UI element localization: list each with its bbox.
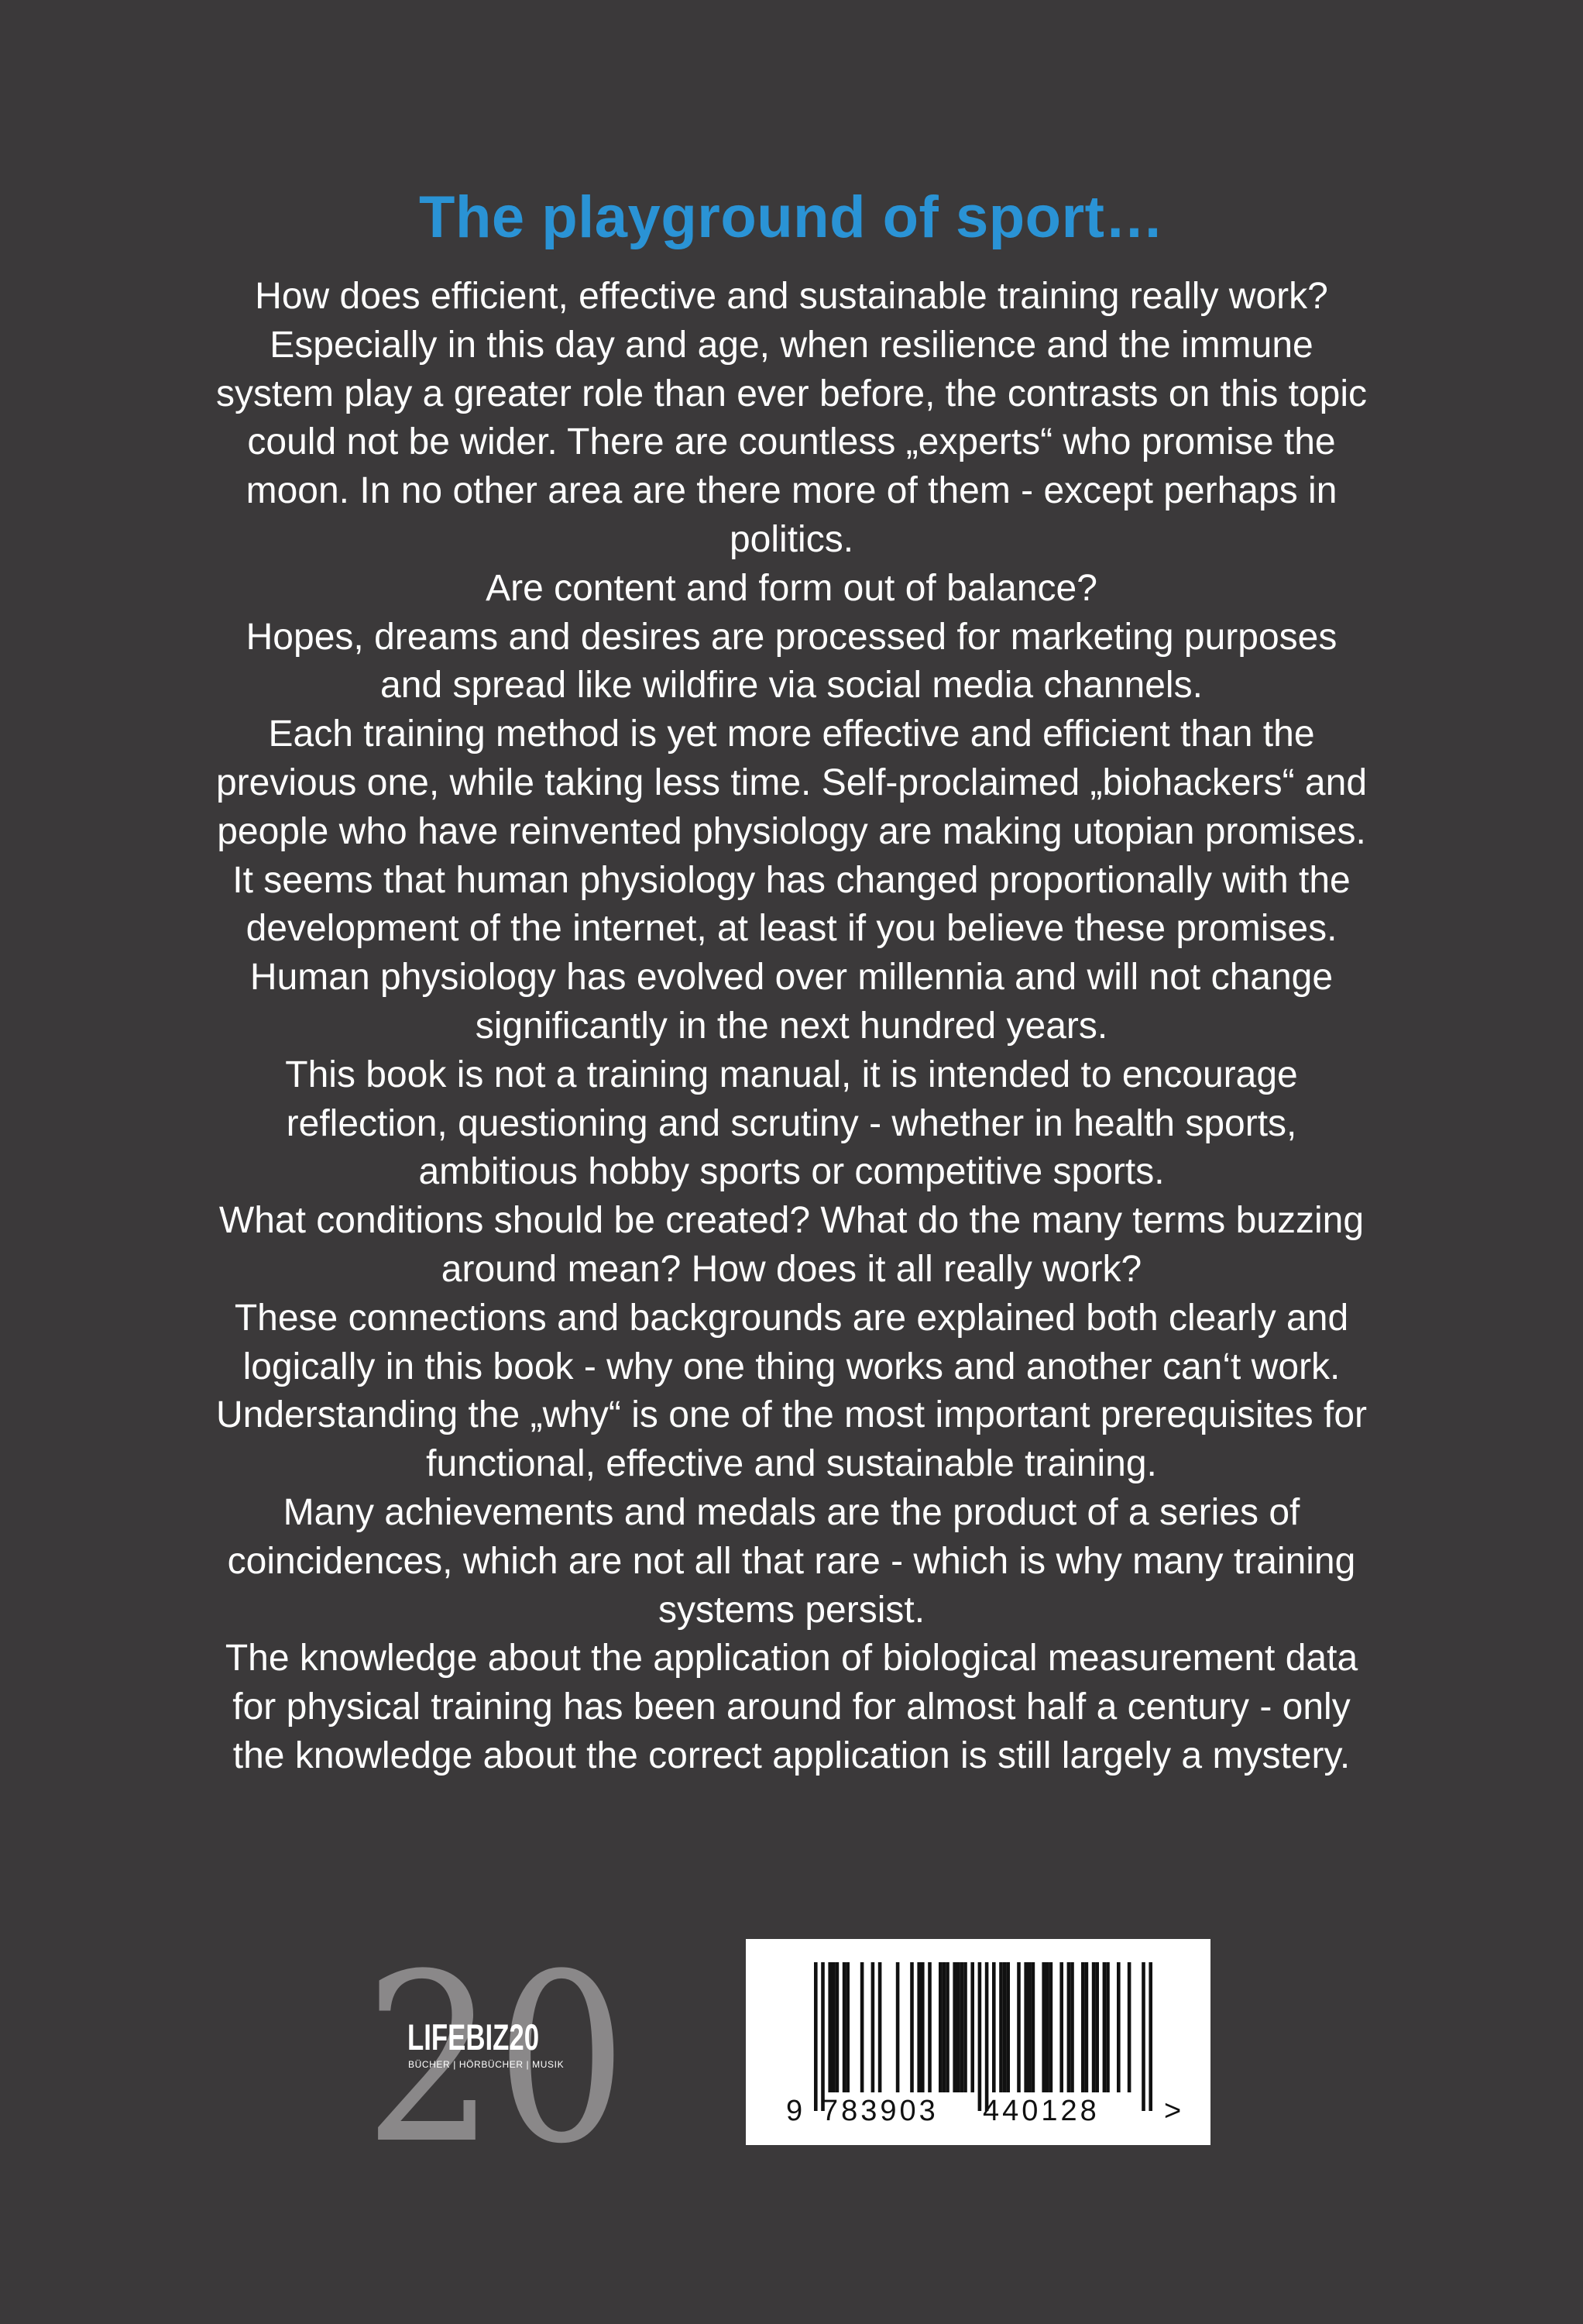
barcode-bar	[1092, 1962, 1096, 2092]
blurb-line: Are content and form out of balance?	[486, 567, 1097, 609]
blurb-line: The knowledge about the application of biological measurement data	[225, 1638, 1358, 1679]
barcode-bar	[1028, 1962, 1032, 2092]
barcode-bar	[970, 1962, 974, 2092]
blurb-line: ambitious hobby sports or competitive sports.	[418, 1151, 1165, 1193]
blurb-line: What conditions should be created? What do the many terms buzzing	[218, 1200, 1365, 1242]
blurb-line: for physical training has been around for almost half a century - only	[232, 1686, 1351, 1728]
logo-numeral: 20	[364, 1929, 627, 2161]
barcode-bar	[946, 1962, 949, 2092]
blurb-line: Each training method is yet more effective and efficient than the	[268, 713, 1315, 755]
barcode-bar	[1095, 1962, 1099, 2092]
blurb-line: Especially in this day and age, when resilience and the immune	[270, 324, 1313, 366]
blurb-line: Human physiology has evolved over millennia and will not change	[249, 957, 1334, 999]
blurb-line: Many achievements and medals are the product of a series of	[283, 1491, 1300, 1533]
blurb-line: Understanding the „why“ is one of the most important prerequisites for	[215, 1394, 1368, 1436]
barcode-bar	[917, 1962, 921, 2092]
barcode-bar	[1103, 1962, 1107, 2092]
blurb-line: functional, effective and sustainable training.	[426, 1443, 1157, 1485]
barcode-bar	[953, 1962, 956, 2092]
barcode-bar	[928, 1962, 932, 2092]
barcode-bar	[910, 1962, 914, 2092]
barcode-bar	[960, 1962, 964, 2092]
blurb-line: politics.	[729, 518, 854, 560]
barcode-guard-bar	[1149, 1962, 1152, 2111]
publisher-logo	[364, 1929, 627, 2161]
blurb-line: around mean? How does it all really work?	[441, 1248, 1142, 1290]
barcode-bar	[1081, 1962, 1085, 2092]
cover-blurb	[116, 273, 1467, 1781]
barcode-left-group: 783903	[822, 2095, 939, 2127]
barcode-bar	[846, 1962, 850, 2092]
blurb-line: development of the internet, at least if you believe these promises.	[246, 908, 1337, 950]
barcode-bar	[1128, 1962, 1131, 2092]
barcode-guard-bar	[814, 1962, 818, 2111]
blurb-line: previous one, while taking less time. Self-proclaimed „biohackers“ and	[215, 761, 1368, 803]
barcode-bar	[896, 1962, 900, 2092]
blurb-line: the knowledge about the correct application is still largely a mystery.	[232, 1734, 1351, 1776]
barcode-bar	[1085, 1962, 1089, 2092]
barcode-bar	[999, 1962, 1003, 2092]
blurb-line: moon. In no other area are there more of them - except perhaps in	[246, 470, 1337, 512]
barcode-bar	[878, 1962, 882, 2092]
barcode-bar	[1006, 1962, 1010, 2092]
barcode-bar	[836, 1962, 840, 2092]
barcode-guard-bar	[985, 1962, 989, 2111]
barcode-quiet-mark: >	[1164, 2095, 1185, 2127]
barcode-bar	[1117, 1962, 1121, 2092]
barcode-bar	[1070, 1962, 1074, 2092]
barcode-bar	[1046, 1962, 1049, 2092]
barcode-bar	[1017, 1962, 1021, 2092]
blurb-line: coincidences, which are not all that rare - which is why many training	[227, 1540, 1356, 1582]
barcode-bar	[1049, 1962, 1053, 2092]
barcode-guard-bar	[821, 1962, 825, 2111]
publisher-tagline: BÜCHER | HÖRBÜCHER | MUSIK	[408, 2059, 565, 2070]
blurb-line: systems persist.	[658, 1589, 925, 1631]
barcode-bar	[956, 1962, 960, 2092]
barcode-bar	[832, 1962, 836, 2092]
barcode-bar	[1032, 1962, 1035, 2092]
blurb-line: significantly in the next hundred years.	[475, 1005, 1108, 1047]
barcode-bar	[943, 1962, 946, 2092]
blurb-line: This book is not a training manual, it is intended to encourage	[285, 1054, 1298, 1095]
barcode-bar	[1059, 1962, 1063, 2092]
barcode-bar	[1042, 1962, 1046, 2092]
barcode-bar	[1106, 1962, 1110, 2092]
blurb-line: system play a greater role than ever before, the contrasts on this topic	[215, 373, 1368, 414]
blurb-line: It seems that human physiology has changed proportionally with the	[232, 859, 1351, 901]
barcode-guard-bar	[978, 1962, 982, 2111]
barcode-bar	[963, 1962, 967, 2092]
blurb-line: These connections and backgrounds are explained both clearly and	[234, 1297, 1349, 1339]
barcode-bar	[1024, 1962, 1028, 2092]
cover-title: The playground of sport…	[419, 184, 1164, 250]
barcode-guard-bar	[1142, 1962, 1145, 2111]
blurb-line: could not be wider. There are countless „experts“ who promise the	[247, 421, 1336, 463]
barcode-bar	[1003, 1962, 1007, 2092]
isbn-barcode	[746, 1939, 1210, 2145]
blurb-line: people who have reinvented physiology are making utopian promises.	[217, 810, 1366, 852]
barcode-bar	[992, 1962, 996, 2092]
blurb-line: reflection, questioning and scrutiny - whether in health sports,	[286, 1102, 1297, 1144]
blurb-line: How does efficient, effective and sustainable training really work?	[255, 276, 1328, 317]
publisher-name: LIFEBIZ20	[407, 2016, 540, 2058]
barcode-bar	[939, 1962, 943, 2092]
barcode-lead-digit: 9	[786, 2095, 806, 2127]
barcode-bar	[1067, 1962, 1071, 2092]
barcode-bar	[871, 1962, 875, 2092]
barcode-bar	[828, 1962, 832, 2092]
barcode-bars-icon	[746, 1939, 1210, 2145]
blurb-line: and spread like wildfire via social media channels.	[380, 665, 1203, 706]
barcode-right-group: 440128	[983, 2095, 1100, 2127]
barcode-bar	[843, 1962, 846, 2092]
blurb-line: logically in this book - why one thing works and another can‘t work.	[242, 1346, 1341, 1387]
blurb-line: Hopes, dreams and desires are processed for marketing purposes	[246, 616, 1337, 658]
barcode-bar	[860, 1962, 864, 2092]
barcode-bar	[921, 1962, 925, 2092]
